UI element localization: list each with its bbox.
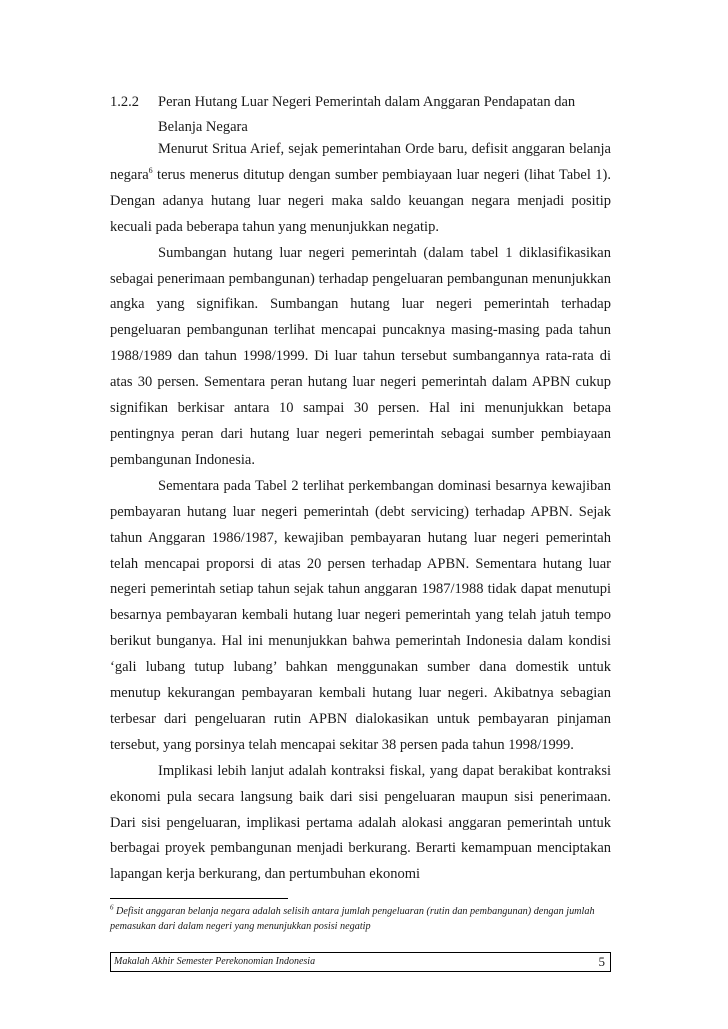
paragraph-2: Sumbangan hutang luar negeri pemerintah (dalam tabel 1 diklasifikasikan sebagai penerimaan pembangunan) terhadap pengeluaran pembangunan menunjukkan angka yang signifikan. Sumbangan hutang luar negeri pemerintah terhadap pengeluaran pembangunan terlihat mencapai puncaknya masing-masing pada tahun 1988/1989 dan tahun 1998/1999. Di luar tahun tersebut sumbangannya rata-rata di atas 30 persen. Sementara peran hutang luar negeri pemerintah dalam APBN cukup signifikan berkisar antara 10 sampai 30 persen. Hal ini menunjukkan betapa pentingnya peran dari hutang luar negeri pemerintah sebagai sumber pembiayaan pembangunan Indonesia. <box>110 244 611 468</box>
paragraph-4: Implikasi lebih lanjut adalah kontraksi fiskal, yang dapat berakibat kontraksi ekonomi pula secara langsung baik dari sisi pengeluaran maupun sisi penerimaan. Dari sisi pengeluaran, implikasi pertama adalah alokasi anggaran pemerintah untuk berbagai proyek pembangunan menjadi berkurang. Berarti kemampuan menciptakan lapangan kerja berkurang, dan pertumbuhan ekonomi <box>110 762 611 883</box>
paragraph-1-start: Menurut Sritua Arief, sejak pemerintahan Orde baru, defisit anggaran belanja negara <box>110 141 611 183</box>
footnote-mark: 6 <box>110 903 114 912</box>
page-number: 5 <box>598 954 605 969</box>
paragraph-3: Sementara pada Tabel 2 terlihat perkembangan dominasi besarnya kewajiban pembayaran hutang luar negeri pemerintah (debt servicing) terhadap APBN. Sejak tahun Anggaran 1986/1987, kewajiban pembayaran hutang luar negeri pemerintah telah mencapai proporsi di atas 20 persen terhadap APBN. Sementara hutang luar negeri pemerintah setiap tahun sejak tahun anggaran 1987/1988 tidak dapat menutupi besarnya pembayaran kembali hutang luar negeri pemerintah yang telah jatuh tempo berikut bunganya. Hal ini menunjukkan bahwa pemerintah Indonesia dalam kondisi ‘gali lubang tutup lubang’ bahkan menggunakan sumber dana domestik untuk menutup kekurangan pembayaran kembali hutang luar negeri. Akibatnya sebagian terbesar dari pengeluaran rutin APBN dialokasikan untuk pembayaran pinjaman tersebut, yang porsinya telah mencapai sekitar 38 persen pada tahun 1998/1999. <box>110 477 611 753</box>
paragraph-1-end: terus menerus ditutup dengan sumber pembiayaan luar negeri (lihat Tabel 1). Dengan adanya hutang luar negeri maka saldo keuangan negara menjadi positip kecuali pada beberapa tahun yang menunjukkan negatip. <box>110 166 611 235</box>
page-footer <box>110 952 611 972</box>
footnote <box>110 904 615 934</box>
section-number: 1.2.2 <box>110 94 139 110</box>
footnote-text: Defisit anggaran belanja negara adalah selisih antara jumlah pengeluaran (rutin dan pembangunan) dengan jumlah pemasukan dari dalam negeri yang menunjukkan posisi negatip <box>110 906 595 932</box>
footnote-divider <box>110 898 288 899</box>
section-heading <box>110 90 620 140</box>
footer-label: Makalah Akhir Semester Perekonomian Indonesia <box>114 956 316 967</box>
section-title: Peran Hutang Luar Negeri Pemerintah dalam Anggaran Pendapatan dan Belanja Negara <box>158 94 576 135</box>
paragraph-1 <box>110 137 611 241</box>
footnote-reference: 6 <box>148 166 153 176</box>
body-text <box>110 137 611 888</box>
